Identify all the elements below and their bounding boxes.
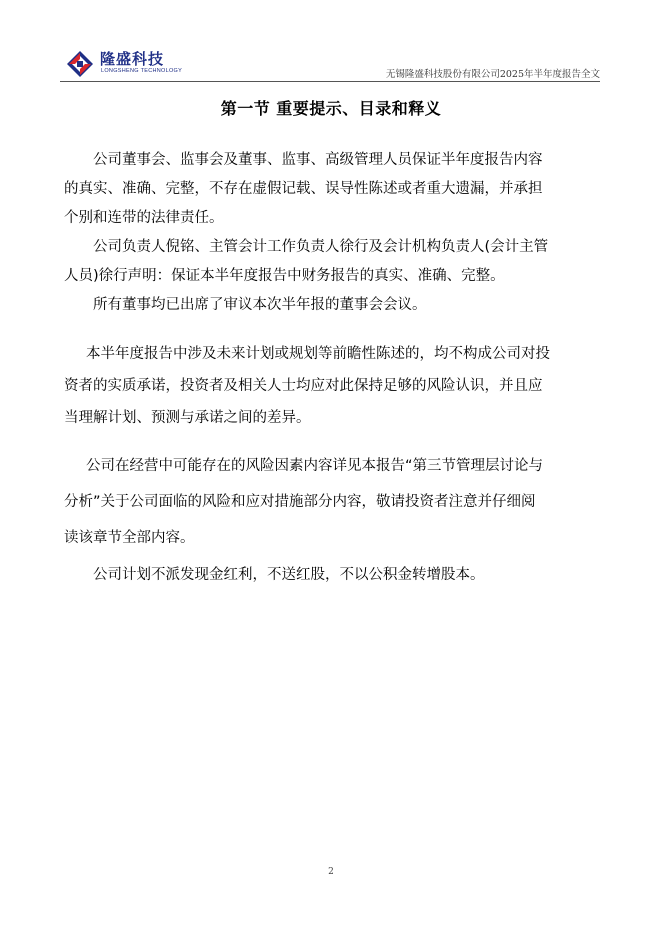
dividend-statement [64, 559, 594, 591]
paragraph-line: 公司计划不派发现金红利，不送红股，不以公积金转增股本。 [93, 567, 485, 583]
risk-factors-statement [64, 448, 594, 556]
paragraph-line: 个别和连带的法律责任。 [64, 210, 224, 226]
paragraph-line: 公司董事会、监事会及董事、监事、高级管理人员保证半年度报告内容 [93, 152, 543, 168]
page-header [60, 38, 600, 84]
logo-english-name: LONGSHENG TECHNOLOGY [101, 68, 183, 74]
page-number: 2 [328, 867, 334, 877]
logo-chinese-name: 隆盛科技 [100, 50, 165, 68]
paragraph-line: 资者的实质承诺，投资者及相关人士均应对此保持足够的风险认识，并且应 [64, 378, 543, 394]
forward-looking-statement [64, 338, 594, 434]
paragraph-line: 当理解计划、预测与承诺之间的差异。 [64, 410, 311, 426]
notice-body [64, 146, 594, 320]
paragraph-line: 所有董事均已出席了审议本次半年报的董事会会议。 [93, 297, 427, 313]
paragraph-line: 人员)徐行声明：保证本半年度报告中财务报告的真实、准确、完整。 [64, 268, 505, 284]
header-divider [60, 81, 600, 82]
section-title: 第一节 重要提示、目录和释义 [220, 99, 442, 118]
paragraph-line: 本半年度报告中涉及未来计划或规划等前瞻性陈述的，均不构成公司对投 [86, 346, 550, 362]
document-title: 无锡隆盛科技股份有限公司2025年半年度报告全文 [385, 69, 600, 80]
paragraph-line: 公司负责人倪铭、主管会计工作负责人徐行及会计机构负责人(会计主管 [93, 239, 549, 255]
paragraph-line: 读该章节全部内容。 [64, 530, 195, 546]
company-logo [66, 46, 186, 80]
paragraph-line: 的真实、准确、完整，不存在虚假记载、误导性陈述或者重大遗漏，并承担 [64, 181, 543, 197]
paragraph-line: 分析”关于公司面临的风险和应对措施部分内容，敬请投资者注意并仔细阅 [64, 494, 536, 510]
longsheng-logo-icon [66, 50, 94, 78]
paragraph-line: 公司在经营中可能存在的风险因素内容详见本报告“第三节管理层讨论与 [86, 458, 544, 474]
